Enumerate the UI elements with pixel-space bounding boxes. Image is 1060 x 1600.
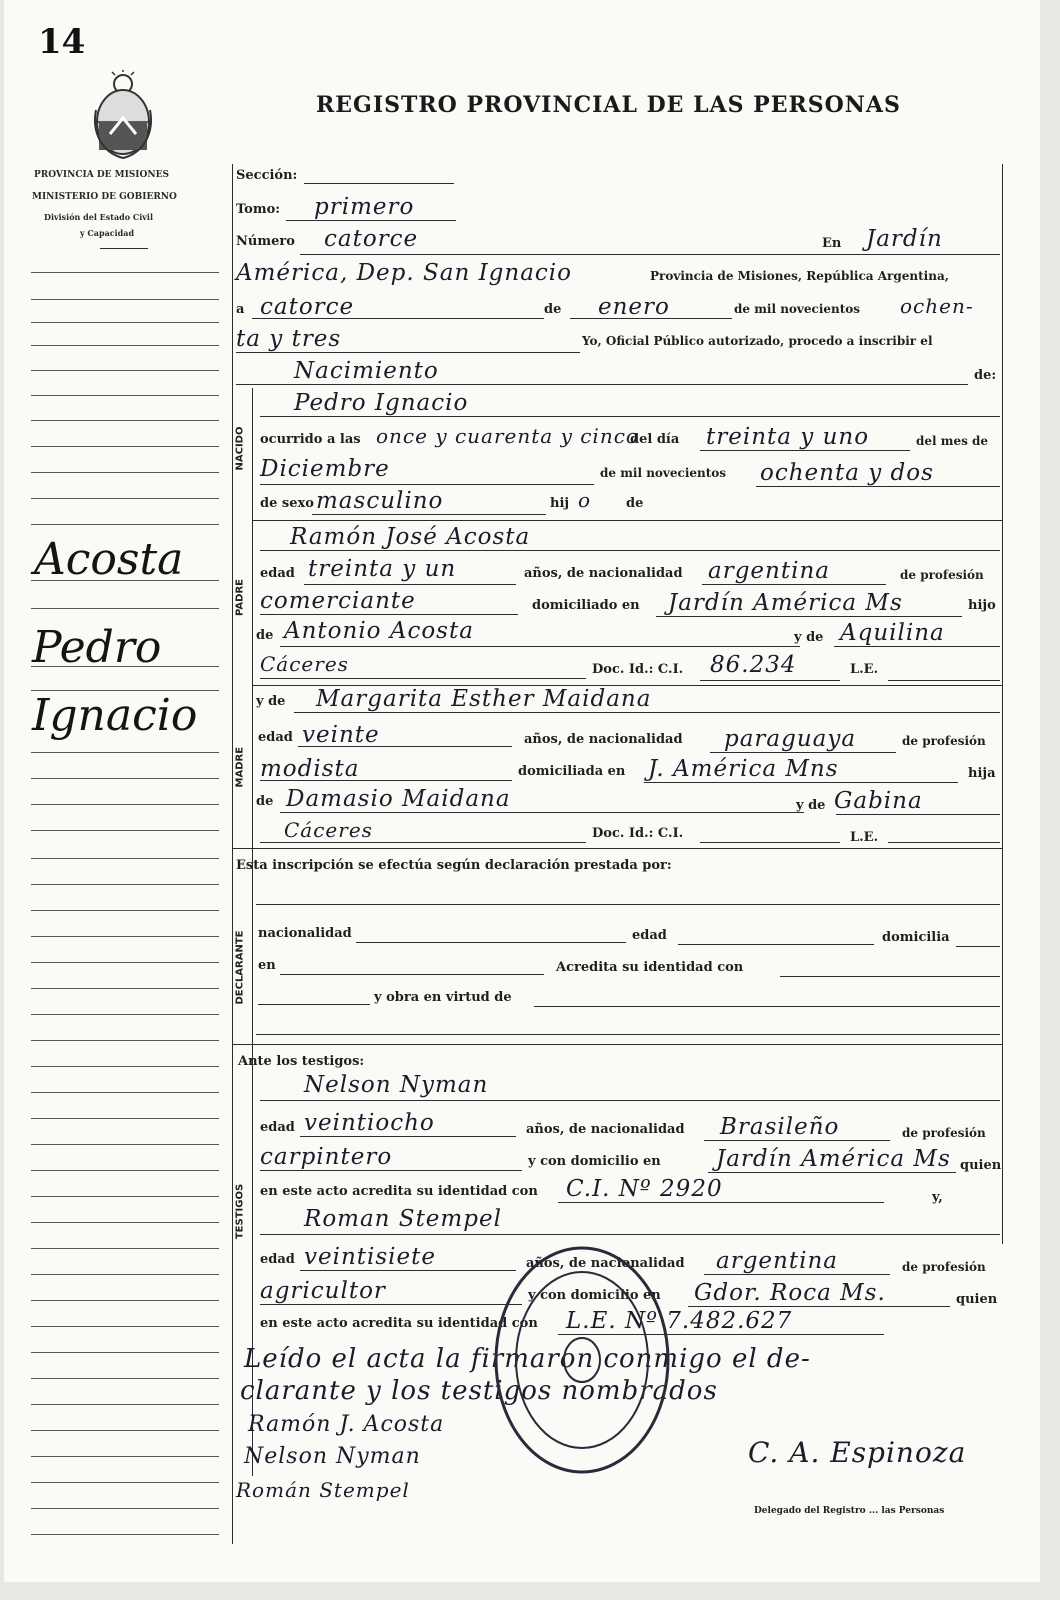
- padre-domicilio: Jardín América Ms: [668, 590, 903, 616]
- hijo-suffix: o: [578, 488, 592, 512]
- year-prefix: de mil novecientos: [734, 302, 861, 316]
- delegado-text: Delegado del Registro ... las Personas: [754, 1506, 945, 1516]
- de-label-1: de: [544, 302, 562, 317]
- padre-dom-label: domiciliado en: [532, 598, 640, 613]
- t2-nac-label: años, de nacionalidad: [526, 1256, 685, 1271]
- padre-nombre: Ramón José Acosta: [290, 524, 531, 550]
- t1-prof-label: de profesión: [902, 1126, 986, 1140]
- margin-first-name: Pedro: [32, 622, 162, 673]
- madre-domicilio: J. América Mns: [648, 756, 839, 782]
- testigo2-nombre: Roman Stempel: [304, 1206, 502, 1232]
- madre-nacionalidad: paraguaya: [724, 726, 857, 752]
- padre-edad-label: edad: [260, 566, 295, 581]
- acto-value: Nacimiento: [294, 358, 439, 384]
- t1-edad-label: edad: [260, 1120, 295, 1135]
- testigos-intro: Ante los testigos:: [238, 1054, 365, 1069]
- dia-value: treinta y uno: [706, 424, 870, 450]
- padre-le-label: L.E.: [850, 662, 879, 677]
- padre-nac-label: años, de nacionalidad: [524, 566, 683, 581]
- madre-de-label: de: [256, 794, 274, 809]
- padre-doc: 86.234: [710, 652, 797, 678]
- firma-testigo-1: Nelson Nyman: [244, 1444, 421, 1469]
- padre-prof-label: de profesión: [900, 568, 984, 582]
- ocurrido-label: ocurrido a las: [260, 432, 361, 447]
- month-value: enero: [598, 294, 670, 320]
- madre-edad: veinte: [302, 722, 380, 748]
- de-label-2: de: [626, 496, 644, 511]
- cierre-linea-1: Leído el acta la firmaron conmigo el de-: [244, 1344, 811, 1374]
- t2-quien-label: quien: [956, 1292, 998, 1307]
- t1-quien-label: quien: [960, 1158, 1002, 1173]
- testigo2-doc: L.E. Nº 7.482.627: [566, 1308, 793, 1334]
- decl-dom-label: domicilia: [882, 930, 950, 945]
- agency-line-2: MINISTERIO DE GOBIERNO: [32, 192, 177, 202]
- coat-of-arms-icon: [90, 70, 156, 160]
- testigo2-edad: veintisiete: [304, 1244, 436, 1270]
- testigo1-profesion: carpintero: [260, 1144, 393, 1170]
- del-mes-label: del mes de: [916, 434, 989, 448]
- testigo2-nacionalidad: argentina: [716, 1248, 838, 1274]
- label-declarante: DECLARANTE: [234, 930, 246, 1005]
- madre-hija-label: hija: [968, 766, 996, 781]
- decl-obra-label: y obra en virtud de: [374, 990, 512, 1005]
- nacido-nombre: Pedro Ignacio: [294, 390, 469, 416]
- en-label: En: [822, 236, 842, 251]
- anio-value: ochenta y dos: [760, 460, 934, 486]
- firma-testigo-2: Román Stempel: [236, 1478, 410, 1502]
- de-colon: de:: [974, 368, 997, 383]
- testigo1-nombre: Nelson Nyman: [304, 1072, 489, 1098]
- cierre-linea-2: clarante y los testigos nombrados: [240, 1376, 718, 1406]
- padre-nacionalidad: argentina: [708, 558, 830, 584]
- padre-hijo-label: hijo: [968, 598, 996, 613]
- label-padre: PADRE: [234, 579, 246, 616]
- hijo-label: hij: [550, 496, 570, 511]
- testigo2-domicilio: Gdor. Roca Ms.: [694, 1280, 886, 1306]
- abuela-materna-apellido: Cáceres: [284, 818, 373, 842]
- madre-dom-label: domiciliada en: [518, 764, 626, 779]
- madre-profesion: modista: [260, 756, 360, 782]
- madre-yde2-label: y de: [796, 798, 826, 813]
- agency-line-3: División del Estado Civil: [44, 212, 153, 222]
- place-value: América, Dep. San Ignacio: [236, 260, 573, 286]
- document-title: REGISTRO PROVINCIAL DE LAS PERSONAS: [316, 92, 901, 118]
- a-label: a: [236, 302, 245, 317]
- padre-de-label: de: [256, 628, 274, 643]
- hora-value: once y cuarenta y cinco: [376, 424, 639, 448]
- testigo1-domicilio: Jardín América Ms: [716, 1146, 951, 1172]
- abuela-paterna: Aquilina: [840, 620, 945, 646]
- year-a: ochen-: [900, 294, 974, 318]
- day-value: catorce: [260, 294, 355, 320]
- testigo1-nacionalidad: Brasileño: [720, 1114, 840, 1140]
- padre-yde-label: y de: [794, 630, 824, 645]
- agency-line-1: PROVINCIA DE MISIONES: [34, 170, 169, 180]
- decl-nac-label: nacionalidad: [258, 926, 352, 941]
- t2-prof-label: de profesión: [902, 1260, 986, 1274]
- agency-line-4: y Capacidad: [80, 228, 135, 238]
- madre-yde-label: y de: [256, 694, 286, 709]
- oficial-text: Yo, Oficial Público autorizado, procedo a inscribir el: [582, 334, 933, 348]
- madre-le-label: L.E.: [850, 830, 879, 845]
- firma-declarante: Ramón J. Acosta: [248, 1412, 445, 1437]
- firma-oficial: C. A. Espinoza: [748, 1436, 967, 1469]
- padre-profesion: comerciante: [260, 588, 416, 614]
- t1-y-label: y,: [932, 1190, 943, 1205]
- tomo-value: primero: [314, 194, 415, 220]
- testigo2-profesion: agricultor: [260, 1278, 386, 1304]
- testigo1-doc: C.I. Nº 2920: [566, 1176, 723, 1202]
- abuela-materna: Gabina: [834, 788, 923, 814]
- madre-edad-label: edad: [258, 730, 293, 745]
- margin-surname: Acosta: [34, 534, 184, 585]
- padre-doc-label: Doc. Id.: C.I.: [592, 662, 684, 677]
- label-testigos: TESTIGOS: [234, 1183, 246, 1240]
- en-value: Jardín: [866, 226, 943, 252]
- provincia-text: Provincia de Misiones, República Argentina,: [650, 269, 949, 283]
- mil-label: de mil novecientos: [600, 466, 727, 480]
- decl-acredita-label: Acredita su identidad con: [556, 960, 744, 975]
- official-stamp-icon: [490, 1242, 674, 1478]
- madre-doc-label: Doc. Id.: C.I.: [592, 826, 684, 841]
- document-page: [4, 0, 1040, 1582]
- numero-label: Número: [236, 234, 295, 249]
- madre-nombre: Margarita Esther Maidana: [316, 686, 652, 712]
- year-b: ta y tres: [236, 326, 342, 352]
- del-dia-label: del día: [630, 432, 680, 447]
- declarante-intro: Esta inscripción se efectúa según declaración prestada por:: [236, 858, 672, 873]
- sexo-value: masculino: [316, 488, 444, 514]
- abuelo-materno: Damasio Maidana: [286, 786, 511, 812]
- tomo-label: Tomo:: [236, 202, 281, 217]
- sexo-label: de sexo: [260, 496, 314, 511]
- label-nacido: NACIDO: [234, 426, 246, 471]
- page-number: 14: [38, 22, 86, 62]
- abuelo-paterno: Antonio Acosta: [284, 618, 474, 644]
- margin-middle-name: Ignacio: [32, 690, 198, 741]
- decl-edad-label: edad: [632, 928, 667, 943]
- t1-nac-label: años, de nacionalidad: [526, 1122, 685, 1137]
- madre-nac-label: años, de nacionalidad: [524, 732, 683, 747]
- t2-edad-label: edad: [260, 1252, 295, 1267]
- abuela-paterna-apellido: Cáceres: [260, 652, 349, 676]
- decl-en-label: en: [258, 958, 276, 973]
- mes-value: Diciembre: [260, 456, 390, 482]
- label-madre: MADRE: [234, 746, 246, 788]
- testigo1-edad: veintiocho: [304, 1110, 435, 1136]
- t1-dom-label: y con domicilio en: [528, 1154, 661, 1169]
- numero-value: catorce: [324, 226, 419, 252]
- t2-dom-label: y con domicilio en: [528, 1288, 661, 1303]
- madre-prof-label: de profesión: [902, 734, 986, 748]
- padre-edad: treinta y un: [308, 556, 457, 582]
- seccion-label: Sección:: [236, 168, 298, 183]
- t1-acredita-label: en este acto acredita su identidad con: [260, 1184, 538, 1199]
- t2-acredita-label: en este acto acredita su identidad con: [260, 1316, 538, 1331]
